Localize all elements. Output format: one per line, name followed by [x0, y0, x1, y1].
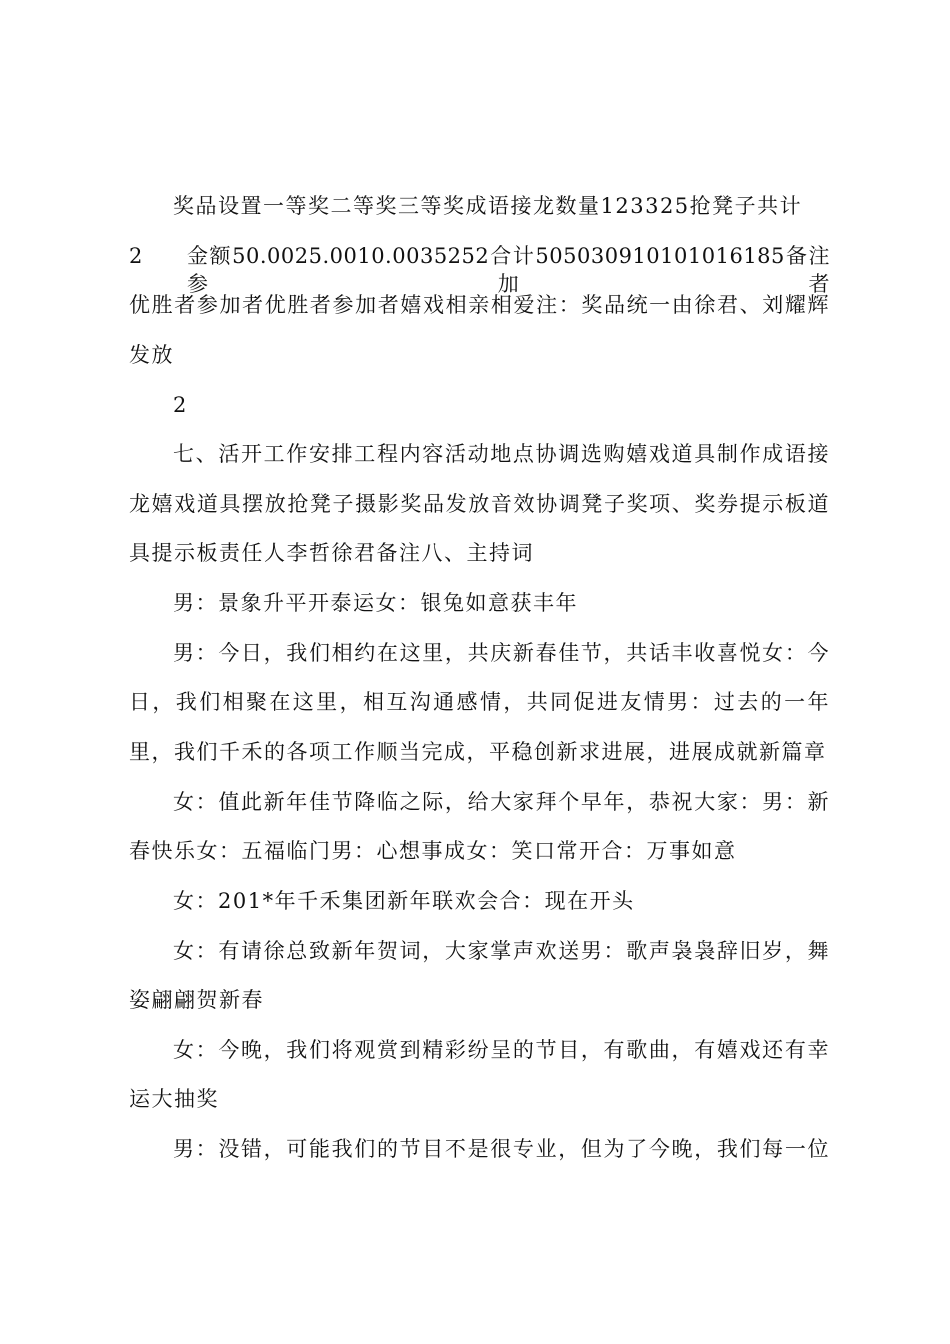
- text-line: 日，我们相聚在这里，相互沟通感情，共同促进友情男：过去的一年: [129, 690, 830, 714]
- text-line: 姿翩翩贺新春: [129, 988, 264, 1012]
- text-line: 女：201*年千禾集团新年联欢会合：现在开头: [173, 889, 635, 913]
- page-number: 2: [173, 393, 188, 417]
- text-line: 金额50.0025.0010.0035252合计505030910101016185备注参加者: [187, 244, 830, 296]
- text-line: 男：景象升平开泰运女：银兔如意获丰年: [173, 591, 578, 615]
- text-line: 男：今日，我们相约在这里，共庆新春佳节，共话丰收喜悦女：今: [173, 641, 830, 665]
- text-line: 里，我们千禾的各项工作顺当完成，平稳创新求进展，进展成就新篇章: [129, 740, 827, 764]
- text-line: 男：没错，可能我们的节目不是很专业，但为了今晚，我们每一位: [173, 1137, 830, 1161]
- text-line: 女：有请徐总致新年贺词，大家掌声欢送男：歌声袅袅辞旧岁，舞: [173, 939, 830, 963]
- text-line: 女：值此新年佳节降临之际，给大家拜个早年，恭祝大家：男：新: [173, 790, 830, 814]
- text-line: 运大抽奖: [129, 1087, 219, 1111]
- text-line: 发放: [129, 343, 174, 367]
- text-line: 优胜者参加者优胜者参加者嬉戏相亲相爱注：奖品统一由徐君、刘耀辉: [129, 293, 830, 317]
- text-line: 女：今晚，我们将观赏到精彩纷呈的节目，有歌曲，有嬉戏还有幸: [173, 1038, 830, 1062]
- text-line: 具提示板责任人李哲徐君备注八、主持词: [129, 541, 534, 565]
- text-line: 奖品设置一等奖二等奖三等奖成语接龙数量123325抢凳子共计: [173, 194, 803, 218]
- text-line: 七、活开工作安排工程内容活动地点协调选购嬉戏道具制作成语接: [173, 442, 830, 466]
- text-line: 2: [129, 244, 144, 268]
- text-line: 春快乐女：五福临门男：心想事成女：笑口常开合：万事如意: [129, 839, 737, 863]
- text-line: 龙嬉戏道具摆放抢凳子摄影奖品发放音效协调凳子奖项、奖券提示板道: [129, 492, 830, 516]
